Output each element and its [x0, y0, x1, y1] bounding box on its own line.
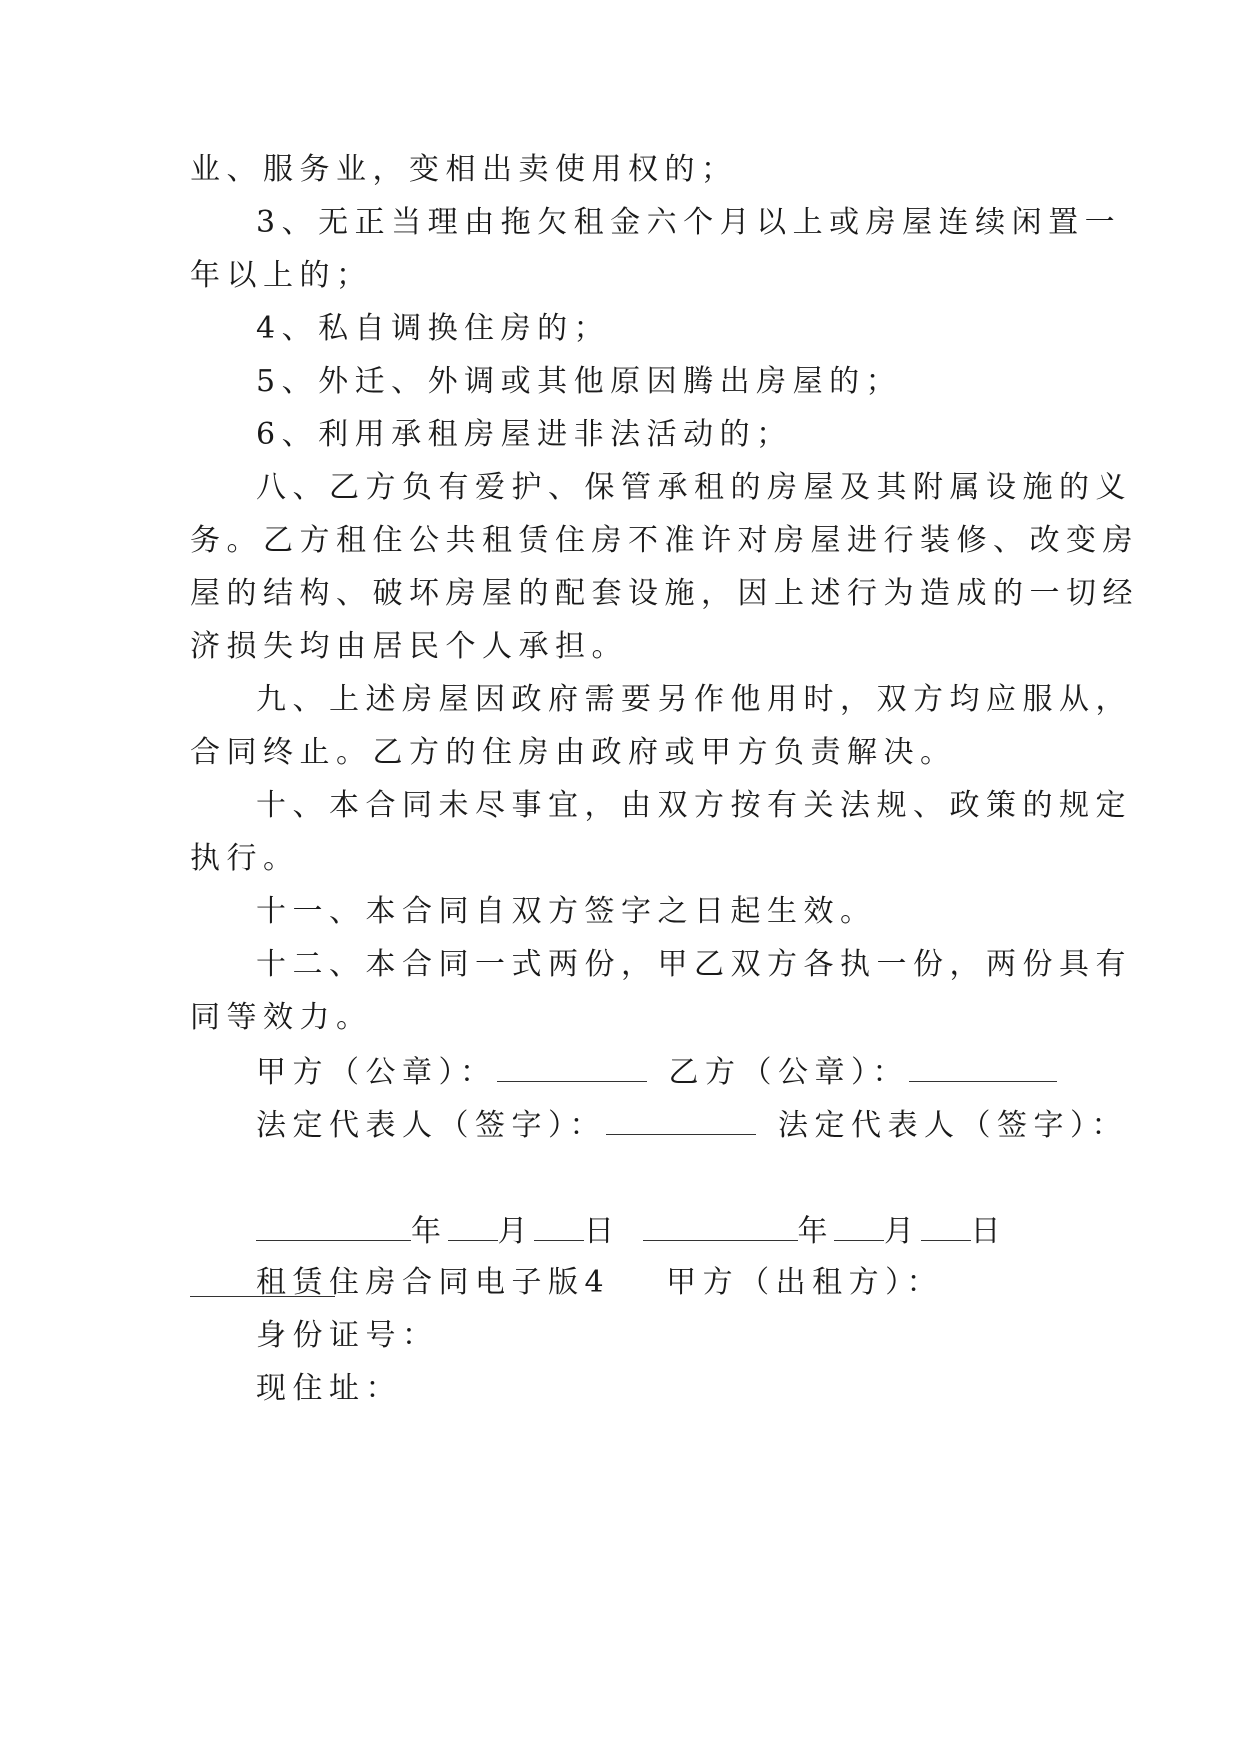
party-a-seal-blank[interactable] — [497, 1051, 647, 1082]
date-b-day-blank[interactable] — [921, 1210, 971, 1241]
paragraph-line-2: 3、无正当理由拖欠租金六个月以上或房屋连续闲置一 — [256, 205, 1122, 240]
paragraph-line-12: 合同终止。乙方的住房由政府或甲方负责解决。 — [190, 735, 957, 770]
date-a-day-label: 日 — [584, 1214, 621, 1249]
paragraph-line-3: 年以上的； — [190, 258, 373, 293]
date-a-year-label: 年 — [411, 1214, 448, 1249]
paragraph-line-17: 同等效力。 — [190, 1000, 373, 1035]
id-number-label: 身份证号： — [256, 1318, 439, 1353]
date-row — [256, 1210, 1156, 1252]
paragraph-line-8: 务。乙方租住公共租赁住房不准许对房屋进行装修、改变房 — [190, 523, 1139, 558]
legal-rep-row — [256, 1104, 1156, 1146]
address-label: 现住址： — [256, 1371, 402, 1406]
next-contract-title: 租赁住房合同电子版4 — [256, 1265, 611, 1300]
paragraph-line-15: 十一、本合同自双方签字之日起生效。 — [256, 894, 877, 929]
paragraph-line-11: 九、上述房屋因政府需要另作他用时，双方均应服从， — [256, 682, 1132, 717]
party-b-seal-label: 乙方（公章）： — [668, 1055, 909, 1090]
paragraph-line-10: 济损失均由居民个人承担。 — [190, 629, 628, 664]
paragraph-line-13: 十、本合同未尽事宜，由双方按有关法规、政策的规定 — [256, 788, 1132, 823]
party-a-seal-label: 甲方（公章）： — [256, 1055, 497, 1090]
date-b-day-label: 日 — [970, 1214, 1007, 1249]
paragraph-line-16: 十二、本合同一式两份，甲乙双方各执一份，两份具有 — [256, 947, 1132, 982]
paragraph-line-1: 业、服务业，变相出卖使用权的； — [190, 152, 738, 187]
paragraph-line-9: 屋的结构、破坏房屋的配套设施，因上述行为造成的一切经 — [190, 576, 1139, 611]
legal-rep-a-label: 法定代表人（签字）： — [256, 1108, 606, 1143]
date-a-month-label: 月 — [497, 1214, 534, 1249]
date-b-month-blank[interactable] — [834, 1210, 884, 1241]
seal-row — [256, 1051, 1156, 1093]
date-b-year-blank[interactable] — [643, 1210, 798, 1241]
paragraph-line-7: 八、乙方负有爱护、保管承租的房屋及其附属设施的义 — [256, 470, 1132, 505]
lessor-label: 甲方（出租方）： — [666, 1265, 944, 1300]
date-b-year-label: 年 — [797, 1214, 834, 1249]
date-b-month-label: 月 — [884, 1214, 921, 1249]
date-a-month-blank[interactable] — [448, 1210, 498, 1241]
paragraph-line-14: 执行。 — [190, 841, 300, 876]
party-b-seal-blank[interactable] — [909, 1051, 1057, 1082]
next-contract-row — [256, 1263, 1156, 1303]
date-a-day-blank[interactable] — [534, 1210, 584, 1241]
date-a-year-blank[interactable] — [256, 1210, 411, 1241]
paragraph-line-6: 6、利用承租房屋进非法活动的； — [256, 417, 793, 452]
legal-rep-b-label: 法定代表人（签字）： — [778, 1108, 1128, 1143]
legal-rep-a-blank[interactable] — [606, 1104, 756, 1135]
paragraph-line-5: 5、外迁、外调或其他原因腾出房屋的； — [256, 364, 903, 399]
paragraph-line-4: 4、私自调换住房的； — [256, 311, 611, 346]
